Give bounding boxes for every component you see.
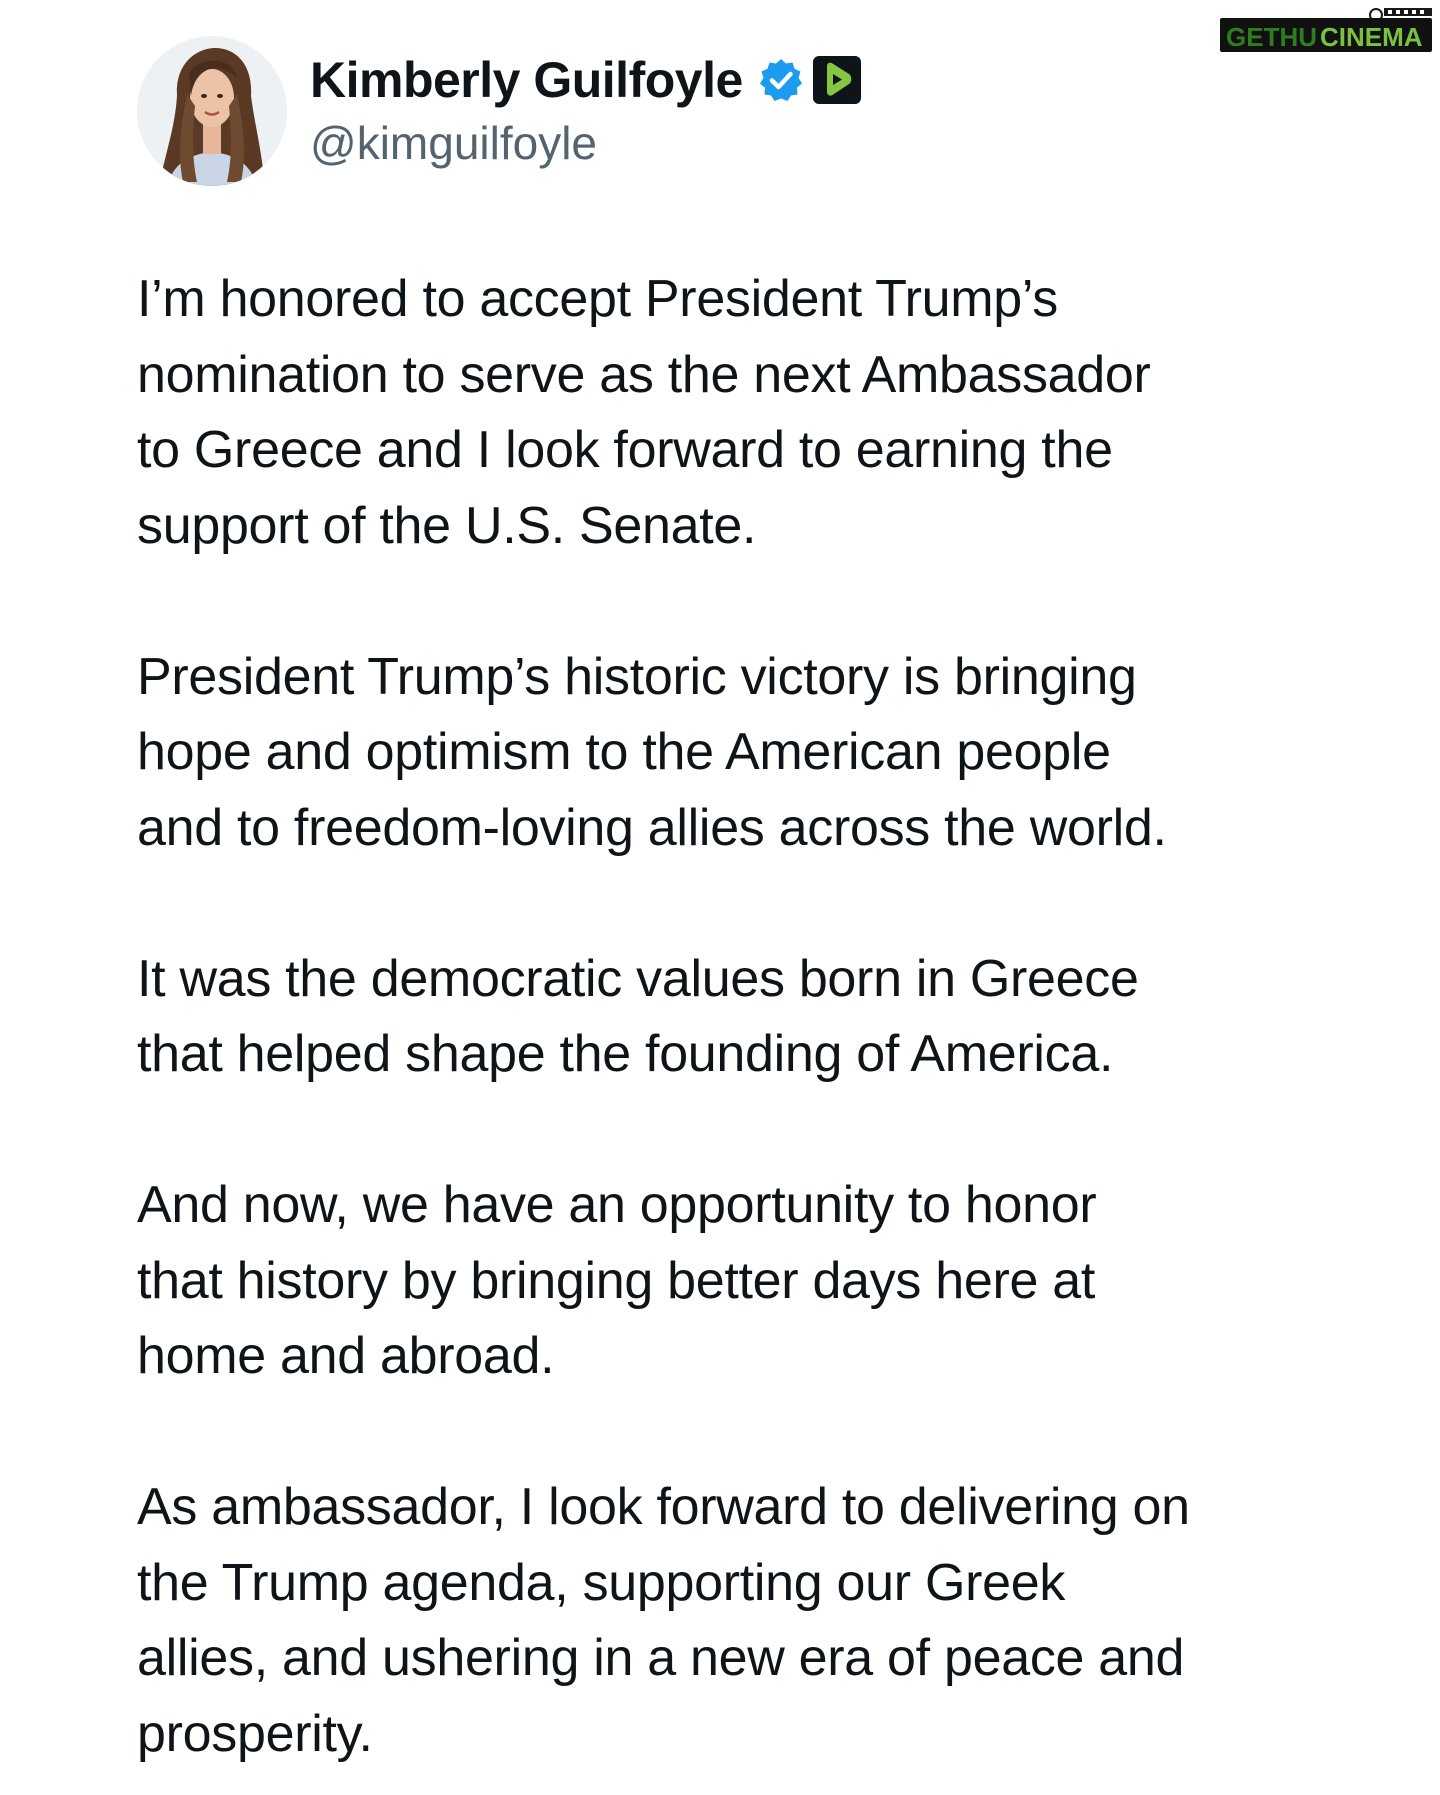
post-line: As ambassador, I look forward to delivering on [137,1478,1190,1536]
post-line: And now, we have an opportunity to honor [137,1176,1097,1234]
post-line: allies, and ushering in a new era of peace and [137,1629,1185,1687]
author-name-row [310,48,863,112]
post-line: and to freedom-loving allies across the world. [137,798,1167,857]
post-paragraph [137,1168,1337,1395]
post-line: prosperity. [137,1704,373,1763]
post-line: support of the U.S. Senate. [137,496,757,555]
post-line: the Trump agenda, supporting our Greek [137,1553,1066,1612]
post-line: President Trump’s historic victory is bringing [137,647,1137,706]
post-line: to Greece and I look forward to earning the [137,421,1113,479]
post-paragraph [137,942,1337,1093]
post-line: that helped shape the founding of America. [137,1025,1114,1083]
rumble-play-icon[interactable] [811,54,863,106]
verified-badge-icon [757,56,805,104]
post-text [137,262,1337,1772]
post-line: I’m honored to accept President Trump’s [137,270,1058,328]
post-paragraph [137,262,1337,564]
watermark-part2: CINEMA [1320,22,1423,52]
watermark-part1: GETHU [1226,22,1317,52]
author-handle[interactable]: @kimguilfoyle [310,117,598,169]
post-line: home and abroad. [137,1327,555,1385]
author-display-name[interactable]: Kimberly Guilfoyle [310,52,743,108]
avatar-image [137,36,287,186]
watermark-logo [1216,6,1436,56]
post-paragraph [137,1470,1337,1772]
post-line: that history by bringing better days here at [137,1251,1096,1310]
post-line: nomination to serve as the next Ambassador [137,345,1151,404]
post-line: hope and optimism to the American people [137,723,1111,781]
avatar[interactable] [137,36,287,186]
post-paragraph [137,640,1337,867]
post-line: It was the democratic values born in Greece [137,949,1139,1008]
author-block [310,48,863,170]
